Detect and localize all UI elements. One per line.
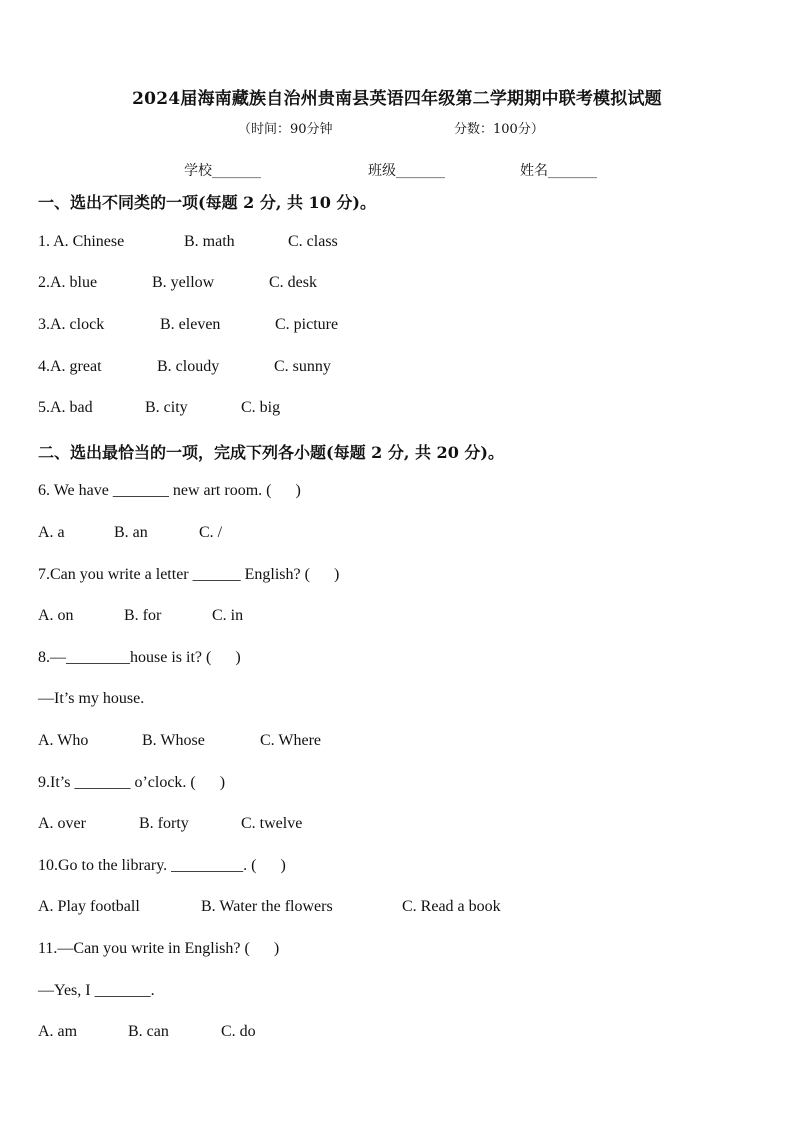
- q6-option-a: A. a: [38, 524, 65, 541]
- q8-option-a: A. Who: [38, 732, 89, 749]
- q9-stem: 9.It’s _______ o’clock. ( ): [38, 774, 226, 791]
- q10-stem: 10.Go to the library. _________. ( ): [38, 857, 286, 874]
- name-field: 姓名_______: [520, 163, 597, 179]
- q8-option-b: B. Whose: [142, 732, 205, 749]
- q8-answer-line: —It’s my house.: [38, 690, 145, 707]
- q4-option-a: 4.A. great: [38, 358, 102, 375]
- q2-option-c: C. desk: [269, 274, 317, 291]
- q8-option-c: C. Where: [260, 732, 322, 749]
- q5-option-a: 5.A. bad: [38, 399, 93, 416]
- q7-stem: 7.Can you write a letter ______ English? ( ): [38, 566, 340, 583]
- q5-option-b: B. city: [145, 399, 188, 416]
- q10-option-a: A. Play football: [38, 898, 140, 915]
- q3-option-b: B. eleven: [160, 316, 221, 333]
- q11-option-c: C. do: [221, 1023, 256, 1040]
- q1-option-b: B. math: [184, 233, 235, 250]
- q9-option-c: C. twelve: [241, 815, 303, 832]
- q1-option-a: 1. A. Chinese: [38, 233, 125, 250]
- q6-option-c: C. /: [199, 524, 223, 541]
- q11-stem: 11.—Can you write in English? ( ): [38, 940, 280, 957]
- q7-option-a: A. on: [38, 607, 74, 624]
- class-field: 班级_______: [368, 163, 445, 179]
- school-field: 学校_______: [184, 163, 261, 179]
- q3-option-a: 3.A. clock: [38, 316, 105, 333]
- exam-time: （时间：90分钟: [238, 122, 333, 137]
- q9-option-a: A. over: [38, 815, 86, 832]
- exam-score: 分数：100分）: [454, 122, 544, 137]
- q11-option-a: A. am: [38, 1023, 78, 1040]
- q2-option-a: 2.A. blue: [38, 274, 98, 291]
- q8-stem: 8.—________house is it? ( ): [38, 649, 241, 666]
- q3-option-c: C. picture: [275, 316, 339, 333]
- q10-option-b: B. Water the flowers: [201, 898, 333, 915]
- q7-option-b: B. for: [124, 607, 162, 624]
- q6-option-b: B. an: [114, 524, 148, 541]
- q2-option-b: B. yellow: [152, 274, 215, 291]
- q10-option-c: C. Read a book: [402, 898, 501, 915]
- q6-stem: 6. We have _______ new art room. ( ): [38, 482, 301, 499]
- q5-option-c: C. big: [241, 399, 281, 416]
- q11-answer-line: —Yes, I _______.: [38, 982, 155, 999]
- section2-heading: 二、选出最恰当的一项，完成下列各小题(每题 2 分, 共 20 分)。: [38, 443, 504, 462]
- q4-option-c: C. sunny: [274, 358, 331, 375]
- section1-heading: 一、选出不同类的一项(每题 2 分, 共 10 分)。: [38, 193, 376, 212]
- q7-option-c: C. in: [212, 607, 244, 624]
- q4-option-b: B. cloudy: [157, 358, 220, 375]
- q9-option-b: B. forty: [139, 815, 189, 832]
- q11-option-b: B. can: [128, 1023, 169, 1040]
- exam-title: 2024届海南藏族自治州贵南县英语四年级第二学期期中联考模拟试题: [132, 89, 662, 109]
- q1-option-c: C. class: [288, 233, 338, 250]
